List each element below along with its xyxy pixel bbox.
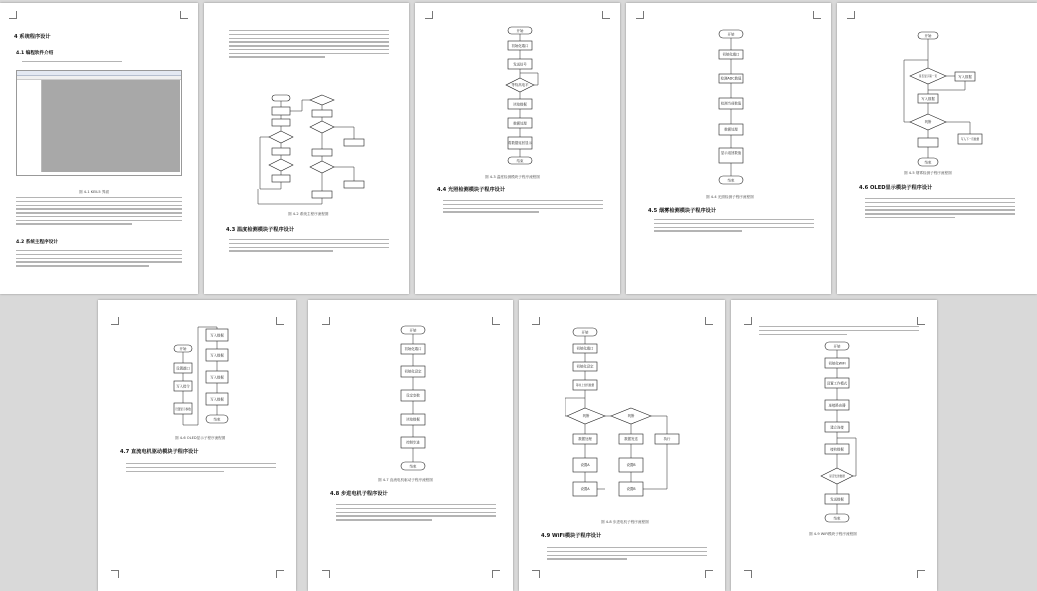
- flow-node-text: 开始: [581, 330, 589, 335]
- flow-node-text: 开始: [179, 347, 187, 351]
- section-heading: 4.3 温度检测模块子程序设计: [226, 227, 295, 233]
- flow-node-text: 将数据返回显示: [508, 141, 532, 145]
- paragraph-lines: [229, 30, 389, 60]
- flow-node-text: 设定参数: [406, 393, 420, 398]
- flow-node-text: 开始: [924, 34, 932, 38]
- paragraph-lines: [16, 197, 182, 227]
- flow-node-text: 写入数据: [210, 333, 224, 338]
- flow-node-text: 初始化端口: [404, 347, 422, 351]
- section-heading: 4.7 直流电机驱动模块子程序设计: [120, 449, 199, 455]
- flow-node-text: 初始化端口: [576, 346, 594, 351]
- section-heading: 4.4 光照检测模块子程序设计: [437, 187, 506, 193]
- figure-caption: 图 4-2 系统主程序流程图: [288, 212, 329, 216]
- flow-node-text: 判断: [627, 414, 635, 418]
- section-heading: 4.5 烟雾检测模块子程序设计: [648, 208, 717, 214]
- figure-caption: 图 4-4 光照检测子程序流程图: [706, 195, 754, 199]
- flow-node-text: 设置A: [580, 487, 590, 491]
- main-program-flowchart: [252, 93, 382, 208]
- section-heading: 4 系统程序设计: [14, 34, 51, 40]
- flow-node-text: 初始化端口: [722, 52, 740, 57]
- flow-node-text: 开始: [409, 328, 417, 333]
- figure-caption: 图 4-9 WiFi模块子程序流程图: [809, 532, 857, 536]
- paragraph-lines: [547, 547, 707, 562]
- flow-node-text: 判断: [924, 120, 932, 124]
- flow-node-text: 写入数据: [210, 375, 224, 380]
- flow-node-text: 显示返回数值: [720, 151, 742, 155]
- flow-node-text: 初始化设定: [404, 369, 422, 374]
- dc-motor-flowchart: [168, 325, 238, 435]
- figure-caption: 图 4-6 OLED显示子程序流程图: [175, 436, 226, 440]
- flow-node-text: 数据处理: [578, 437, 592, 441]
- paragraph-lines: [865, 198, 1015, 221]
- flow-node-text: 数据发送: [624, 437, 638, 441]
- flow-node-text: 判断: [582, 414, 590, 418]
- subsection-heading: 4.1 编程软件介绍: [16, 51, 54, 56]
- document-page-4: [626, 3, 831, 294]
- wifi-connection-flowchart: [817, 340, 857, 530]
- flow-node-text: 结束: [833, 516, 841, 521]
- figure-caption: 图 4-5 烟雾检测子程序流程图: [904, 171, 952, 175]
- flow-node-text: 写入数据: [210, 397, 224, 402]
- flow-node-text: 等待高电平: [511, 83, 529, 87]
- flow-node-text: 结束: [409, 464, 417, 469]
- flow-node-text: 写入下一页数据: [960, 138, 980, 141]
- flow-node-text: 写入数据: [921, 97, 935, 101]
- flow-node-text: 设置端口: [176, 366, 190, 371]
- document-page-3: [415, 3, 620, 294]
- paragraph-lines: [16, 250, 182, 269]
- flow-node-text: 读取数据: [406, 417, 420, 422]
- flow-node-text: 初始化设定: [576, 364, 594, 369]
- figure-caption: 图 4-8 步进电机子程序流程图: [601, 520, 649, 524]
- flow-node-text: 检测当前数值: [720, 101, 742, 106]
- flow-node-text: 结束: [516, 159, 524, 163]
- stepper-motor-flowchart: [396, 324, 430, 474]
- oled-display-flowchart: [902, 30, 984, 170]
- flow-node-text: 设置显示参数: [175, 408, 191, 411]
- flow-node-text: 设置B: [626, 463, 636, 467]
- flow-node-text: 数据处理: [724, 127, 738, 132]
- smoke-detection-flowchart: [714, 28, 748, 188]
- flow-node-text: 检测ADC数值: [720, 76, 742, 81]
- flow-node-text: 是否发送数据: [829, 475, 845, 478]
- paragraph-lines: [229, 239, 389, 254]
- section-heading: 4.8 步进电机子程序设计: [330, 491, 388, 497]
- document-page-5: [837, 3, 1037, 294]
- subsection-heading: 4.2 系统主程序设计: [16, 240, 58, 245]
- flow-node-text: 接收数据: [830, 447, 844, 452]
- document-page-2: [204, 3, 409, 294]
- paragraph-lines: [654, 219, 814, 234]
- flow-node-text: 写入数据: [210, 353, 224, 358]
- flow-node-text: 设置A: [580, 463, 590, 467]
- flow-node-text: 等待上位机数据: [575, 384, 595, 387]
- paragraph-lines: [126, 463, 276, 474]
- figure-caption: 图 4-3 温度检测模块子程序流程图: [485, 175, 540, 179]
- flow-node-text: 发送信号: [513, 62, 527, 67]
- flow-node-text: 数据处理: [513, 121, 527, 126]
- document-page-1: [0, 3, 198, 294]
- section-heading: 4.9 WiFi模块子程序设计: [541, 533, 602, 539]
- flow-node-text: 连接路由器: [828, 403, 846, 408]
- paragraph-lines: [22, 61, 122, 65]
- flow-node-text: 发送数据: [830, 497, 844, 502]
- flow-node-text: 写入数据: [958, 75, 972, 79]
- figure-caption: 图 4-1 KEIL5 界面: [79, 190, 110, 194]
- flow-node-text: 初始化端口: [511, 44, 529, 48]
- paragraph-lines: [759, 326, 919, 337]
- flow-node-text: 设置B: [626, 487, 636, 491]
- wifi-module-flowchart: [565, 324, 685, 504]
- document-page-7: [308, 300, 513, 591]
- document-page-6: [98, 300, 296, 591]
- flow-node-text: 结束: [727, 178, 735, 183]
- flow-node-text: 建立连接: [830, 425, 844, 430]
- flow-node-text: 执行: [663, 437, 671, 441]
- flow-node-text: 开始: [516, 29, 524, 34]
- document-page-8: [519, 300, 725, 591]
- document-page-9: [731, 300, 937, 591]
- flow-node-text: 开始: [833, 344, 841, 349]
- flow-node-text: 是否显示第一页: [918, 75, 938, 78]
- flow-node-text: 设置工作模式: [826, 381, 848, 386]
- flow-node-text: 初始化WiFi: [828, 361, 846, 366]
- paragraph-lines: [443, 200, 603, 215]
- flow-node-text: 读取数据: [513, 102, 527, 107]
- section-heading: 4.6 OLED显示模块子程序设计: [859, 185, 933, 191]
- flow-node-text: 控制步进: [406, 440, 420, 445]
- figure-caption: 图 4-7 直流电机驱动子程序流程图: [378, 478, 433, 482]
- flow-node-text: 结束: [924, 160, 932, 165]
- flow-node-text: 写入指令: [176, 384, 190, 389]
- flow-node-text: 结束: [213, 417, 221, 422]
- paragraph-lines: [336, 504, 496, 523]
- software-screenshot: [16, 70, 182, 176]
- light-detection-flowchart: [500, 23, 540, 173]
- flow-node-text: 开始: [727, 32, 735, 37]
